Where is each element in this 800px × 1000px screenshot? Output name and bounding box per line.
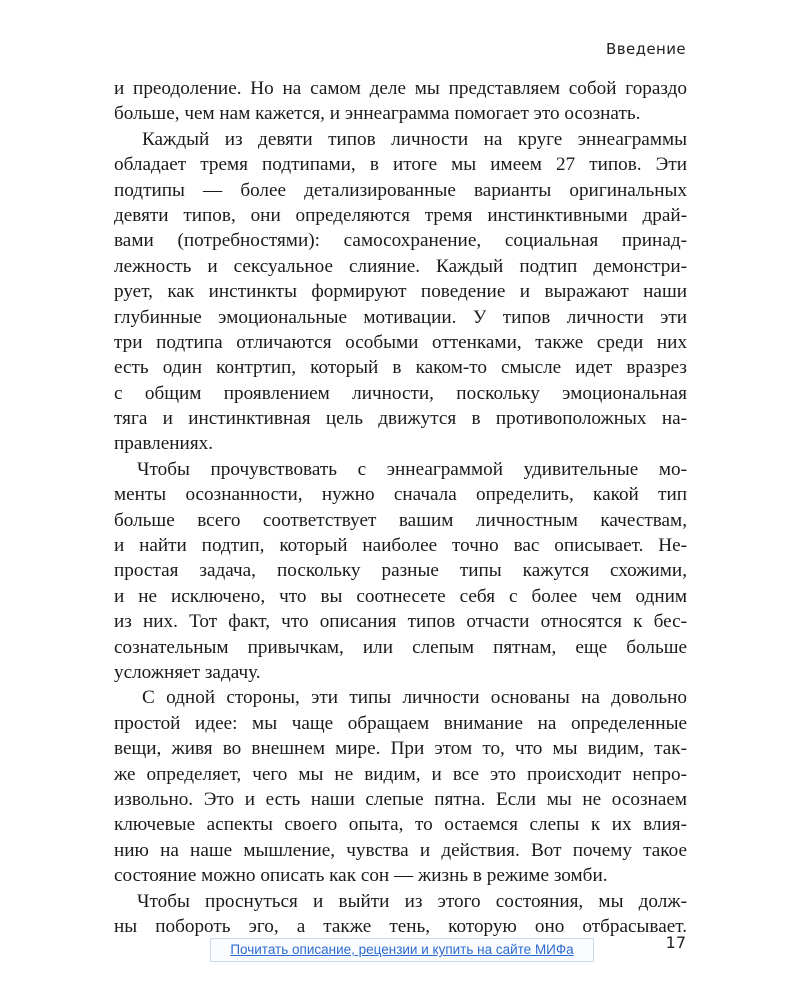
text-line: ны побороть эго, а также тень, которую оно отбрасывает. xyxy=(114,915,687,937)
text-line: ключевые аспекты своего опыта, то остаемся слепы к их влия- xyxy=(114,814,687,836)
text-line: сознательным привычкам, или слепым пятнам, еще больше xyxy=(114,636,687,658)
text-line: вещи, живя во внешнем мире. При этом то, что мы видим, так- xyxy=(114,738,687,760)
text-line: больше, чем нам кажется, и эннеаграмма помогает это осознать. xyxy=(114,103,641,125)
text-line: подтипы — более детализированные варианты оригинальных xyxy=(114,179,687,201)
text-line: тяга и инстинктивная цель движутся в противоположных на- xyxy=(114,408,687,430)
text-line: менты осознанности, нужно сначала определить, какой тип xyxy=(114,484,687,506)
text-line: рует, как инстинкты формируют поведение и выражают наши xyxy=(114,281,687,303)
text-line: есть один контртип, который в каком-то смысле идет вразрез xyxy=(114,357,687,379)
text-line: же определяет, чего мы не видим, и все это происходит непро- xyxy=(114,763,687,785)
text-line: и найти подтип, который наиболее точно вас описывает. Не- xyxy=(114,535,687,557)
text-line: глубинные эмоциональные мотивации. У типов личности эти xyxy=(114,306,687,328)
page-number: 17 xyxy=(665,933,686,952)
text-line: больше всего соответствует вашим личностным качествам, xyxy=(114,509,687,531)
text-line: простой идее: мы чаще обращаем внимание на определенные xyxy=(114,712,687,734)
text-line: усложняет задачу. xyxy=(114,661,261,683)
text-line: правлениях. xyxy=(114,433,214,455)
text-line: обладает тремя подтипами, в итоге мы имеем 27 типов. Эти xyxy=(114,154,687,176)
buy-book-link[interactable]: Почитать описание, рецензии и купить на сайте МИФа xyxy=(210,938,594,962)
text-line: девяти типов, они определяются тремя инстинктивными драй- xyxy=(114,204,687,226)
text-line: вами (потребностями): самосохранение, социальная принад- xyxy=(114,230,687,252)
text-line: с общим проявлением личности, поскольку эмоциональная xyxy=(114,382,687,404)
text-line: Чтобы прочувствовать с эннеаграммой удивительные мо- xyxy=(137,458,687,480)
text-line: три подтипа отличаются особыми оттенками, также среди них xyxy=(114,331,687,353)
text-line: нию на наше мышление, чувства и действия. Вот почему такое xyxy=(114,839,687,861)
text-line: и не исключено, что вы соотнесете себя с более чем одним xyxy=(114,585,687,607)
text-line: простая задача, поскольку разные типы кажутся схожими, xyxy=(114,560,687,582)
text-line: из них. Тот факт, что описания типов отчасти относятся к бес- xyxy=(114,611,687,633)
text-line: лежность и сексуальное слияние. Каждый подтип демонстри- xyxy=(114,255,687,277)
text-line: состояние можно описать как сон — жизнь в режиме зомби. xyxy=(114,865,608,887)
text-line: Чтобы проснуться и выйти из этого состояния, мы долж- xyxy=(137,890,687,912)
running-title: Введение xyxy=(606,40,686,58)
text-line: извольно. Это и есть наши слепые пятна. Если мы не осознаем xyxy=(114,788,687,810)
text-line: С одной стороны, эти типы личности основаны на довольно xyxy=(142,687,687,709)
page-body xyxy=(114,76,687,939)
text-line: и преодоление. Но на самом деле мы представляем собой гораздо xyxy=(114,78,687,99)
text-line: Каждый из девяти типов личности на круге эннеаграммы xyxy=(142,128,687,150)
